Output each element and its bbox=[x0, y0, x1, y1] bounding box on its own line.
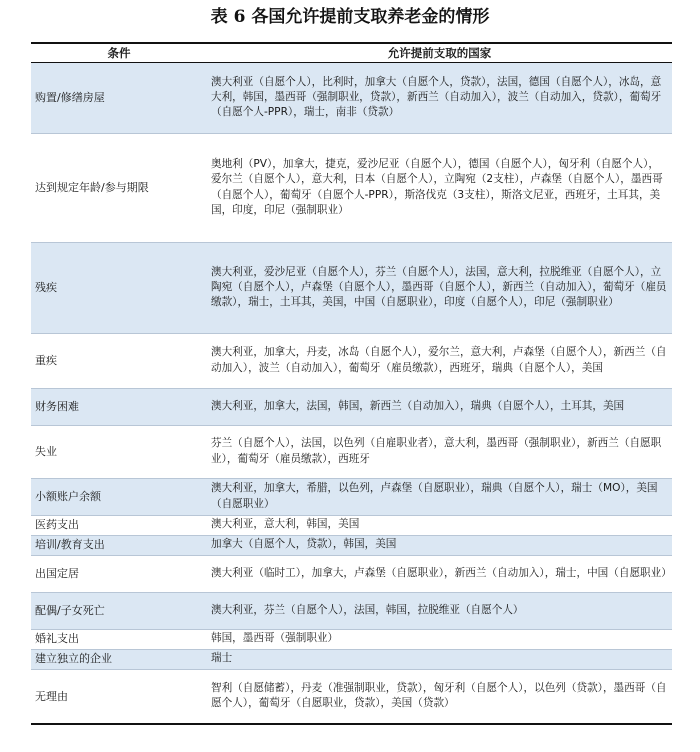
condition-cell: 婚礼支出 bbox=[31, 629, 207, 649]
countries-cell: 澳大利亚，加拿大，丹麦，冰岛（自愿个人），爱尔兰，意大利，卢森堡（自愿个人），新西兰（自动加入），波兰（自动加入），葡萄牙（雇员缴款），西班牙，瑞典（自愿个人），美国 bbox=[207, 333, 672, 388]
condition-cell: 购置/修缮房屋 bbox=[31, 62, 207, 133]
condition-cell: 无理由 bbox=[31, 669, 207, 724]
countries-cell: 澳大利亚，意大利，韩国，美国 bbox=[207, 515, 672, 535]
countries-cell: 澳大利亚，芬兰（自愿个人），法国，韩国，拉脱维亚（自愿个人） bbox=[207, 592, 672, 629]
table-row bbox=[31, 592, 672, 629]
table-row bbox=[31, 242, 672, 333]
condition-cell: 小额账户余额 bbox=[31, 478, 207, 515]
header-condition: 条件 bbox=[31, 43, 207, 62]
condition-cell: 达到规定年龄/参与期限 bbox=[31, 133, 207, 242]
countries-cell: 澳大利亚，加拿大，法国，韩国，新西兰（自动加入），瑞典（自愿个人），土耳其，美国 bbox=[207, 388, 672, 425]
countries-cell: 韩国，墨西哥（强制职业） bbox=[207, 629, 672, 649]
withdrawal-conditions-table bbox=[31, 42, 672, 725]
table-row bbox=[31, 133, 672, 242]
countries-cell: 澳大利亚，爱沙尼亚（自愿个人），芬兰（自愿个人），法国，意大利，拉脱维亚（自愿个人），立陶宛（自愿个人），卢森堡（自愿个人），墨西哥（自愿个人），新西兰（自动加入），葡萄牙（雇员缴款），瑞士，土耳其，美国，中国（自愿职业），印度（自愿个人），印尼（强制职业） bbox=[207, 242, 672, 333]
table-header bbox=[31, 43, 672, 62]
table-row bbox=[31, 333, 672, 388]
table-row bbox=[31, 388, 672, 425]
countries-cell: 加拿大（自愿个人，贷款），韩国，美国 bbox=[207, 535, 672, 555]
table-row bbox=[31, 425, 672, 478]
countries-cell: 澳大利亚，加拿大，希腊，以色列，卢森堡（自愿职业），瑞典（自愿个人），瑞士（MO），美国（自愿职业） bbox=[207, 478, 672, 515]
table-row bbox=[31, 629, 672, 649]
countries-cell: 智利（自愿储蓄），丹麦（准强制职业，贷款），匈牙利（自愿个人），以色列（贷款），墨西哥（自愿个人），葡萄牙（自愿职业，贷款），美国（贷款） bbox=[207, 669, 672, 724]
header-row bbox=[31, 43, 672, 62]
table-title: 表 6 各国允许提前支取养老金的情形 bbox=[210, 7, 490, 27]
table-body bbox=[31, 62, 672, 724]
table-row bbox=[31, 669, 672, 724]
table-row bbox=[31, 649, 672, 669]
countries-cell: 瑞士 bbox=[207, 649, 672, 669]
countries-cell: 奥地利（PV），加拿大，捷克，爱沙尼亚（自愿个人），德国（自愿个人），匈牙利（自愿个人），爱尔兰（自愿个人），意大利，日本（自愿个人），立陶宛（2支柱），卢森堡（自愿个人），墨西哥（自愿个人），葡萄牙（自愿个人-PPR），斯洛伐克（3支柱），斯洛文尼亚，西班牙，土耳其，美国，印度，印尼（强制职业） bbox=[207, 133, 672, 242]
condition-cell: 配偶/子女死亡 bbox=[31, 592, 207, 629]
condition-cell: 财务困难 bbox=[31, 388, 207, 425]
condition-cell: 失业 bbox=[31, 425, 207, 478]
table-row bbox=[31, 478, 672, 515]
table-row bbox=[31, 535, 672, 555]
countries-cell: 芬兰（自愿个人），法国，以色列（自雇职业者），意大利，墨西哥（强制职业），新西兰（自愿职业），葡萄牙（雇员缴款），西班牙 bbox=[207, 425, 672, 478]
header-countries: 允许提前支取的国家 bbox=[207, 43, 672, 62]
condition-cell: 医药支出 bbox=[31, 515, 207, 535]
condition-cell: 残疾 bbox=[31, 242, 207, 333]
condition-cell: 重疾 bbox=[31, 333, 207, 388]
countries-cell: 澳大利亚（自愿个人），比利时，加拿大（自愿个人，贷款），法国，德国（自愿个人），冰岛，意大利，韩国，墨西哥（强制职业，贷款），新西兰（自动加入），波兰（自动加入，贷款），葡萄牙（自愿个人-PPR），瑞士，南非（贷款） bbox=[207, 62, 672, 133]
condition-cell: 建立独立的企业 bbox=[31, 649, 207, 669]
countries-cell: 澳大利亚（临时工），加拿大，卢森堡（自愿职业），新西兰（自动加入），瑞士，中国（自愿职业） bbox=[207, 555, 672, 592]
table-row bbox=[31, 62, 672, 133]
table-row bbox=[31, 515, 672, 535]
condition-cell: 培训/教育支出 bbox=[31, 535, 207, 555]
condition-cell: 出国定居 bbox=[31, 555, 207, 592]
table-row bbox=[31, 555, 672, 592]
